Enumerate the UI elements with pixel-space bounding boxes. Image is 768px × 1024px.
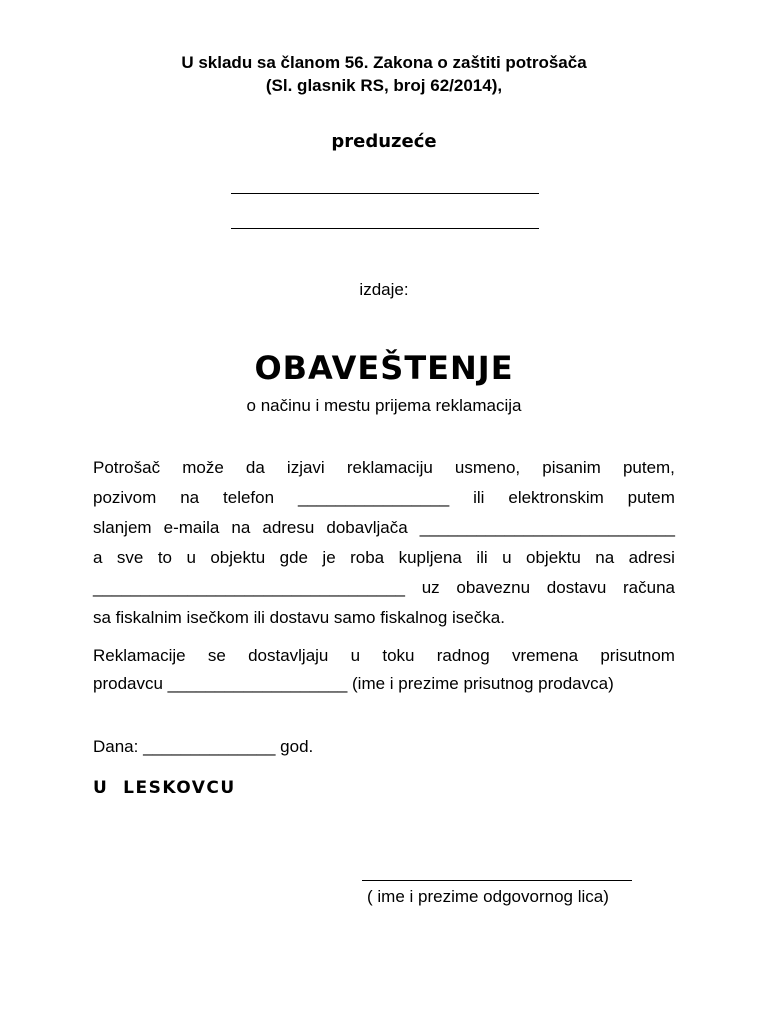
word: gde (279, 548, 308, 567)
company-address-blank (231, 228, 539, 229)
word: radnog (436, 646, 490, 665)
word: pisanim (542, 458, 601, 477)
word: adresu (262, 518, 315, 537)
word: usmeno, (454, 458, 521, 477)
paragraph-line (93, 642, 675, 670)
paragraph-line (93, 513, 675, 543)
word: u (186, 548, 196, 567)
word: da (245, 458, 265, 477)
word: adresi (628, 548, 675, 567)
word: ___________________________ (419, 518, 675, 537)
header-gazette-reference: (Sl. glasnik RS, broj 62/2014), (265, 76, 503, 95)
word: dobavljača (326, 518, 408, 537)
paragraph-line (93, 543, 675, 573)
paragraph-line (93, 483, 675, 513)
word: dostavljaju (248, 646, 329, 665)
word: obaveznu (456, 578, 531, 597)
word: prisutnom (600, 646, 675, 665)
city-label: U LESKOVCU (93, 778, 236, 798)
paragraph-line: sa fiskalnim isečkom ili dostavu samo fiskalnog isečka. (93, 608, 505, 627)
header-law-reference: U skladu sa članom 56. Zakona o zaštiti potrošača (181, 53, 587, 72)
word: računa (623, 578, 675, 597)
word: to (157, 548, 172, 567)
word: telefon (223, 488, 275, 507)
company-name-blank (231, 193, 539, 194)
company-label: preduzeće (331, 131, 437, 152)
word: elektronskim (508, 488, 604, 507)
word: uz (421, 578, 440, 597)
word: slanjem (93, 518, 152, 537)
word: se (207, 646, 226, 665)
word: a (93, 548, 103, 567)
issues-label: izdaje: (359, 280, 409, 299)
word: Reklamacije (93, 646, 186, 665)
word: na (180, 488, 200, 507)
word: objektu (210, 548, 266, 567)
word: e-maila (163, 518, 220, 537)
word: dostavu (546, 578, 607, 597)
paragraph-line (93, 573, 675, 603)
word: ________________ (297, 488, 450, 507)
word: kupljena (398, 548, 462, 567)
word: vremena (511, 646, 579, 665)
word: _________________________________ (93, 578, 406, 597)
word: u (502, 548, 512, 567)
word: pozivom (93, 488, 157, 507)
paragraph-submission-time (93, 642, 675, 698)
word: objektu (526, 548, 581, 567)
word: putem, (622, 458, 675, 477)
word: sve (116, 548, 144, 567)
word: Potrošač (93, 458, 161, 477)
word: može (182, 458, 224, 477)
word: je (322, 548, 336, 567)
date-line: Dana: ______________ god. (93, 737, 314, 756)
word: reklamaciju (346, 458, 433, 477)
signature-blank (362, 880, 632, 881)
signature-caption: ( ime i prezime odgovornog lica) (367, 887, 609, 906)
word: na (231, 518, 251, 537)
word: na (595, 548, 615, 567)
paragraph-line: prodavcu ___________________ (ime i prezime prisutnog prodavca) (93, 674, 614, 693)
word: roba (350, 548, 385, 567)
word: u (350, 646, 361, 665)
word: ili (476, 548, 488, 567)
word: izjavi (286, 458, 325, 477)
paragraph-line (93, 453, 675, 483)
word: ili (473, 488, 485, 507)
word: putem (627, 488, 675, 507)
paragraph-complaint-methods (93, 453, 675, 633)
word: toku (382, 646, 415, 665)
document-title: OBAVEŠTENJE (254, 349, 514, 387)
document-subtitle: o načinu i mestu prijema reklamacija (246, 396, 522, 415)
